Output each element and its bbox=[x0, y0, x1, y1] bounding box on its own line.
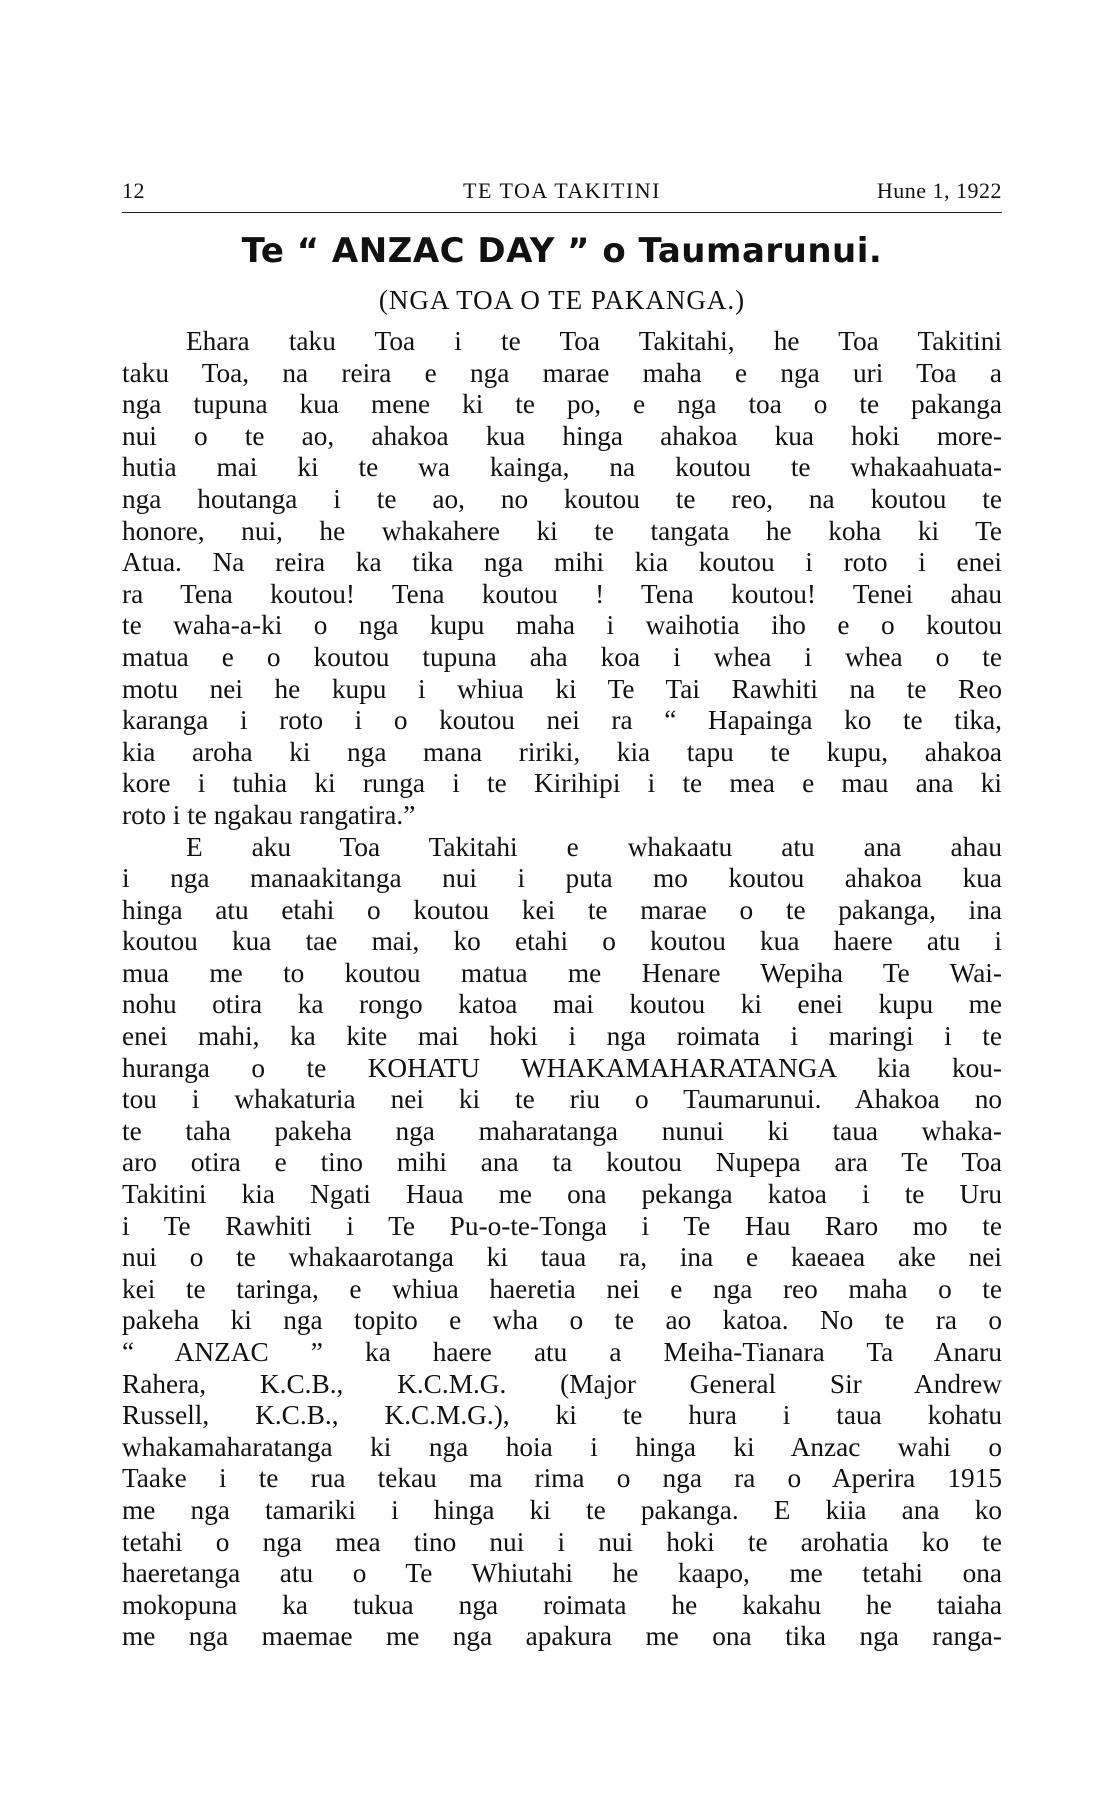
text-line: whakamaharatanga ki nga hoia i hinga ki Anzac wahi o bbox=[122, 1431, 1002, 1462]
text-line: Rahera, K.C.B., K.C.M.G. (Major General Sir Andrew bbox=[122, 1368, 1002, 1399]
text-line: kia aroha ki nga mana ririki, kia tapu te kupu, ahakoa bbox=[122, 736, 1002, 767]
article-body bbox=[122, 326, 1002, 1653]
page-number: 12 bbox=[122, 178, 145, 203]
text-line: kore i tuhia ki runga i te Kirihipi i te mea e mau ana ki bbox=[122, 768, 1002, 799]
text-line: tou i whakaturia nei ki te riu o Taumarunui. Ahakoa no bbox=[122, 1084, 1002, 1115]
text-line: ra Tena koutou! Tena koutou ! Tena koutou! Tenei ahau bbox=[122, 578, 1002, 609]
text-line: te waha-a-ki o nga kupu maha i waihotia iho e o koutou bbox=[122, 610, 1002, 641]
text-line: enei mahi, ka kite mai hoki i nga roimata i maringi i te bbox=[122, 1021, 1002, 1052]
text-line: tetahi o nga mea tino nui i nui hoki te arohatia ko te bbox=[122, 1526, 1002, 1557]
text-line: huranga o te KOHATU WHAKAMAHARATANGA kia kou- bbox=[122, 1052, 1002, 1083]
text-line: E aku Toa Takitahi e whakaatu atu ana ahau bbox=[186, 831, 1002, 862]
text-line: Russell, K.C.B., K.C.M.G.), ki te hura i taua kohatu bbox=[122, 1400, 1002, 1431]
text-line: mokopuna ka tukua nga roimata he kakahu he taiaha bbox=[122, 1589, 1002, 1620]
text-line: nga houtanga i te ao, no koutou te reo, na koutou te bbox=[122, 483, 1002, 514]
text-line: nohu otira ka rongo katoa mai koutou ki enei kupu me bbox=[122, 989, 1002, 1020]
text-line: matua e o koutou tupuna aha koa i whea i whea o te bbox=[122, 641, 1002, 672]
article-title: Te “ ANZAC DAY ” o Taumarunui. bbox=[241, 231, 883, 271]
issue-date: Hune 1, 1922 bbox=[876, 178, 1002, 203]
text-line: Taake i te rua tekau ma rima o nga ra o Aperira 1915 bbox=[122, 1463, 1002, 1494]
text-line: nga tupuna kua mene ki te po, e nga toa o te pakanga bbox=[122, 389, 1002, 420]
text-line: nui o te whakaarotanga ki taua ra, ina e kaeaea ake nei bbox=[122, 1242, 1002, 1273]
text-line: Takitini kia Ngati Haua me ona pekanga katoa i te Uru bbox=[122, 1179, 1002, 1210]
text-line: haeretanga atu o Te Whiutahi he kaapo, me tetahi ona bbox=[122, 1558, 1002, 1589]
text-line: me nga maemae me nga apakura me ona tika nga ranga- bbox=[122, 1621, 1002, 1652]
text-line: Atua. Na reira ka tika nga mihi kia koutou i roto i enei bbox=[122, 547, 1002, 578]
text-line: taku Toa, na reira e nga marae maha e nga uri Toa a bbox=[122, 357, 1002, 388]
text-line: te taha pakeha nga maharatanga nunui ki taua whaka- bbox=[122, 1115, 1002, 1146]
text-line: mua me to koutou matua me Henare Wepiha Te Wai- bbox=[122, 957, 1002, 988]
text-line: hinga atu etahi o koutou kei te marae o te pakanga, ina bbox=[122, 894, 1002, 925]
text-line: motu nei he kupu i whiua ki Te Tai Rawhiti na te Reo bbox=[122, 673, 1002, 704]
text-line: pakeha ki nga topito e wha o te ao katoa. No te ra o bbox=[122, 1305, 1002, 1336]
text-line: aro otira e tino mihi ana ta koutou Nupepa ara Te Toa bbox=[122, 1147, 1002, 1178]
text-line: koutou kua tae mai, ko etahi o koutou kua haere atu i bbox=[122, 926, 1002, 957]
article-subtitle: (NGA TOA O TE PAKANGA.) bbox=[378, 285, 746, 315]
printed-page bbox=[122, 178, 1002, 1653]
header-rule bbox=[122, 212, 1002, 213]
text-line: Ehara taku Toa i te Toa Takitahi, he Toa Takitini bbox=[186, 326, 1002, 356]
text-line: “ ANZAC ” ka haere atu a Meiha-Tianara Ta Anaru bbox=[122, 1337, 1002, 1367]
text-line: karanga i roto i o koutou nei ra “ Hapainga ko te tika, bbox=[122, 705, 1002, 736]
text-line: nui o te ao, ahakoa kua hinga ahakoa kua hoki more- bbox=[122, 420, 1002, 451]
text-line: honore, nui, he whakahere ki te tangata he koha ki Te bbox=[122, 515, 1002, 546]
text-line: me nga tamariki i hinga ki te pakanga. E kiia ana ko bbox=[122, 1494, 1002, 1525]
text-line: i nga manaakitanga nui i puta mo koutou ahakoa kua bbox=[122, 863, 1002, 894]
publication-title: TE TOA TAKITINI bbox=[463, 178, 661, 203]
text-line: i Te Rawhiti i Te Pu-o-te-Tonga i Te Hau Raro mo te bbox=[122, 1210, 1002, 1241]
text-line: roto i te ngakau rangatira.” bbox=[122, 799, 416, 830]
text-line: hutia mai ki te wa kainga, na koutou te whakaahuata- bbox=[122, 452, 1002, 483]
running-header bbox=[122, 178, 1002, 212]
text-line: kei te taringa, e whiua haeretia nei e nga reo maha o te bbox=[122, 1273, 1002, 1304]
